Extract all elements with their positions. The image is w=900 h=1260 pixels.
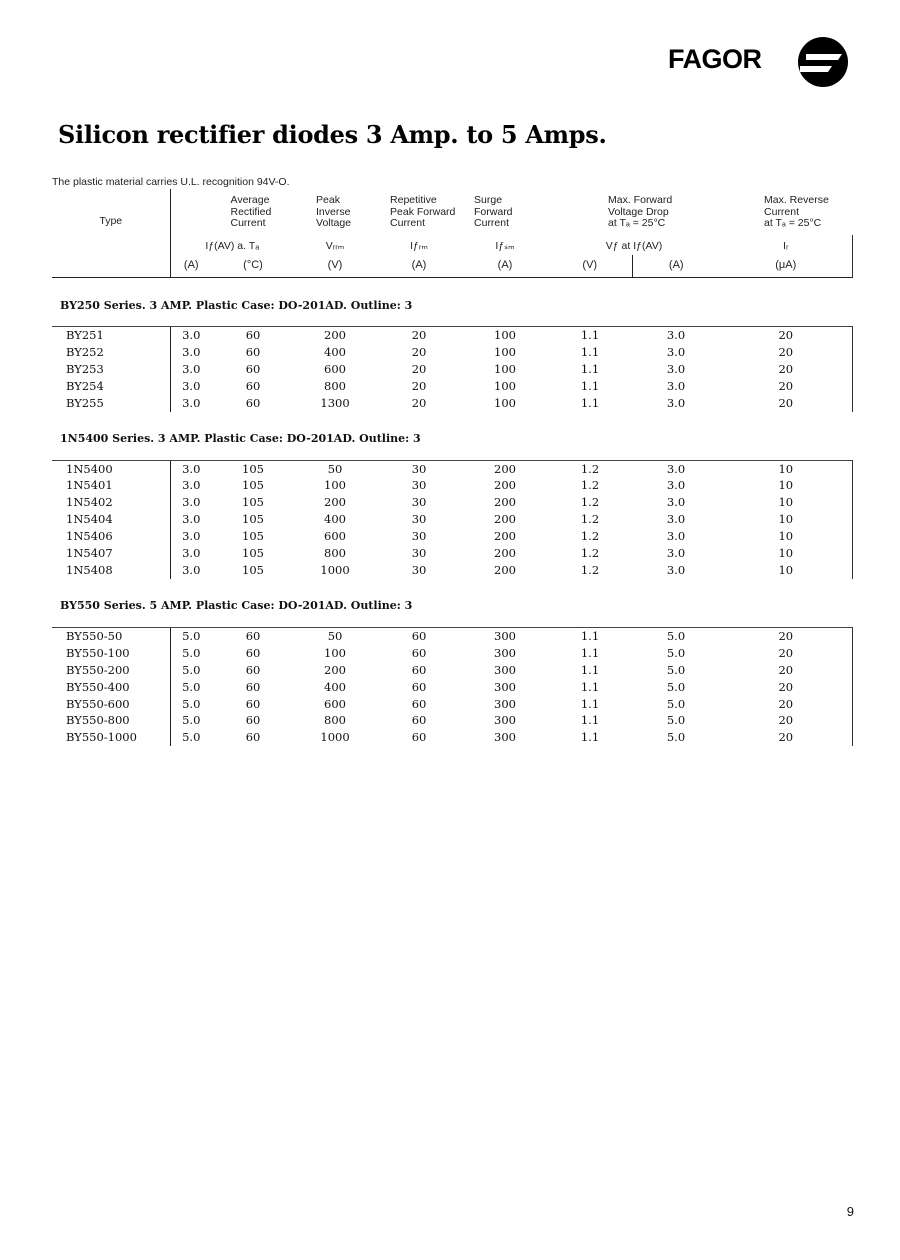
ifrm-symbol: Iƒᵣₘ (410, 240, 428, 252)
cell-ir: 20 (720, 395, 852, 412)
cell-ifrm: 60 (411, 679, 427, 694)
cell-vrrm: 50 (294, 627, 376, 644)
cell-ifsm: 200 (494, 529, 516, 544)
cell-type: BY550-100 (66, 645, 130, 660)
cell-ifsm: 200 (494, 495, 516, 510)
cell-if: 5.0 (666, 645, 686, 660)
cell-vrrm: 600 (324, 696, 346, 711)
cell-if: 5.0 (666, 713, 686, 728)
cell-ta: 60 (245, 713, 261, 728)
cell-ir: 20 (720, 344, 852, 361)
fagor-logo (668, 36, 858, 88)
cell-type: BY550-200 (66, 662, 130, 677)
table-row (52, 361, 852, 378)
cell-vrrm: 50 (294, 460, 376, 477)
cell-io: 3.0 (170, 494, 212, 511)
unit-if: (A) (632, 255, 720, 278)
cell-ifsm: 300 (494, 713, 516, 728)
cell-ir: 20 (720, 729, 852, 746)
cell-ir: 10 (720, 528, 852, 545)
cell-vf: 1.1 (580, 679, 600, 694)
cell-ir: 10 (720, 460, 852, 477)
cell-ta: 105 (242, 529, 264, 544)
cell-vrrm: 600 (324, 529, 346, 544)
cell-io: 3.0 (170, 511, 212, 528)
cell-ifrm: 20 (411, 395, 427, 410)
brand-name: FAGOR (668, 44, 762, 74)
cell-ir: 10 (720, 511, 852, 528)
cell-ir: 20 (720, 712, 852, 729)
cell-vf: 1.1 (580, 395, 600, 410)
cell-ifsm: 200 (494, 562, 516, 577)
cell-vf: 1.1 (580, 730, 600, 745)
cell-vf: 1.1 (580, 645, 600, 660)
cell-type: BY255 (66, 395, 104, 410)
cell-if: 3.0 (632, 460, 720, 477)
cell-ir: 20 (720, 645, 852, 662)
cell-ifsm: 300 (494, 662, 516, 677)
cell-if: 3.0 (666, 361, 686, 376)
cell-type: 1N5407 (66, 546, 113, 561)
cell-io: 3.0 (170, 528, 212, 545)
cell-type: BY251 (52, 327, 170, 344)
vf-symbol: Vƒ at Iƒ(AV) (605, 240, 663, 252)
cell-ta: 60 (245, 378, 261, 393)
cell-ifsm: 300 (494, 679, 516, 694)
cell-vf: 1.1 (580, 378, 600, 393)
section-label: BY250 Series. 3 AMP. Plastic Case: DO-201AD. Outline: 3 (60, 298, 413, 312)
cell-vrrm: 1000 (320, 730, 350, 745)
cell-ifsm: 200 (494, 546, 516, 561)
table-row (52, 696, 852, 713)
ifrm-header: Repetitive Peak Forward Current (390, 194, 456, 229)
type-header: Type (52, 189, 170, 255)
table-row (52, 729, 852, 746)
ul-note: The plastic material carries U.L. recognition 94V-O. (52, 176, 290, 188)
cell-ifrm: 30 (411, 478, 427, 493)
unit-vrrm: (V) (294, 255, 376, 278)
cell-if: 3.0 (666, 378, 686, 393)
cell-ir: 20 (720, 696, 852, 713)
table-row (52, 511, 852, 528)
page-title: Silicon rectifier diodes 3 Amp. to 5 Amps. (58, 120, 607, 149)
vrrm-header: Peak Inverse Voltage (316, 194, 352, 229)
cell-type: 1N5401 (66, 478, 113, 493)
ir-symbol: Iᵣ (720, 235, 852, 255)
section-heading-row (52, 412, 852, 461)
cell-ifrm: 60 (411, 696, 427, 711)
cell-ifrm: 30 (411, 562, 427, 577)
cell-if: 5.0 (666, 679, 686, 694)
table-row (52, 662, 852, 679)
cell-vrrm: 800 (324, 546, 346, 561)
cell-ifsm: 100 (494, 361, 516, 376)
cell-ta: 60 (245, 696, 261, 711)
cell-vrrm: 1000 (320, 562, 350, 577)
cell-ir: 20 (720, 627, 852, 644)
cell-vf: 1.1 (548, 627, 632, 644)
unit-ir: (μA) (720, 255, 852, 278)
cell-ta: 60 (212, 627, 294, 644)
cell-vf: 1.2 (548, 460, 632, 477)
cell-ir: 10 (720, 545, 852, 562)
cell-ifsm: 200 (494, 512, 516, 527)
cell-io: 5.0 (170, 679, 212, 696)
cell-ifsm: 300 (494, 730, 516, 745)
table-row (52, 562, 852, 579)
cell-if: 5.0 (666, 696, 686, 711)
cell-io: 5.0 (170, 662, 212, 679)
cell-ifrm: 20 (411, 378, 427, 393)
table-row (52, 545, 852, 562)
cell-ta: 60 (245, 679, 261, 694)
cell-vrrm: 200 (294, 327, 376, 344)
cell-io: 3.0 (170, 477, 212, 494)
table-row (52, 679, 852, 696)
cell-vf: 1.2 (580, 562, 600, 577)
cell-ta: 60 (245, 395, 261, 410)
table-row (52, 344, 852, 361)
section-label: BY550 Series. 5 AMP. Plastic Case: DO-201AD. Outline: 3 (60, 599, 413, 613)
cell-ta: 60 (245, 344, 261, 359)
cell-type: 1N5408 (66, 562, 113, 577)
cell-ir: 20 (720, 361, 852, 378)
section-heading-row (52, 278, 852, 327)
cell-vrrm: 600 (324, 361, 346, 376)
cell-ir: 20 (720, 662, 852, 679)
cell-vf: 1.2 (580, 495, 600, 510)
fagor-mark-icon (792, 36, 854, 88)
cell-ta: 60 (245, 645, 261, 660)
cell-io: 3.0 (170, 395, 212, 412)
cell-vrrm: 200 (324, 495, 346, 510)
cell-type: 1N5404 (66, 512, 113, 527)
cell-ifsm: 100 (462, 327, 548, 344)
cell-type: BY550-1000 (66, 730, 137, 745)
unit-ifrm: (A) (376, 255, 462, 278)
cell-type: BY252 (66, 344, 104, 359)
cell-vf: 1.1 (580, 361, 600, 376)
cell-ir: 20 (720, 679, 852, 696)
cell-if: 3.0 (666, 395, 686, 410)
vrrm-symbol: Vᵣᵣₘ (325, 240, 345, 252)
cell-vf: 1.2 (580, 512, 600, 527)
cell-if: 3.0 (632, 327, 720, 344)
table-row (52, 494, 852, 511)
cell-ta: 60 (212, 327, 294, 344)
cell-ifrm: 30 (411, 529, 427, 544)
cell-ir: 10 (720, 562, 852, 579)
cell-ifsm: 200 (462, 460, 548, 477)
cell-vrrm: 200 (324, 662, 346, 677)
unit-ta: (°C) (212, 255, 294, 278)
table-row (52, 645, 852, 662)
cell-io: 5.0 (170, 712, 212, 729)
cell-vrrm: 100 (324, 645, 346, 660)
vf-header: Max. Forward Voltage Drop at Tₐ = 25°C (608, 194, 673, 229)
table-row (52, 327, 852, 344)
cell-io: 3.0 (170, 327, 212, 344)
cell-ta: 105 (212, 460, 294, 477)
cell-vf: 1.2 (580, 529, 600, 544)
cell-ifrm: 60 (411, 645, 427, 660)
spec-table-body (52, 278, 852, 747)
unit-vf: (V) (548, 255, 632, 278)
cell-vf: 1.2 (580, 546, 600, 561)
table-row (52, 395, 852, 412)
cell-vrrm: 400 (324, 679, 346, 694)
cell-type: 1N5400 (52, 460, 170, 477)
rectifier-spec-table (52, 189, 853, 746)
cell-if: 3.0 (666, 546, 686, 561)
table-row (52, 627, 852, 644)
cell-ifrm: 60 (411, 662, 427, 677)
cell-type: 1N5406 (66, 529, 113, 544)
cell-type: 1N5402 (66, 495, 113, 510)
cell-ta: 105 (242, 495, 264, 510)
cell-ifrm: 20 (376, 327, 462, 344)
cell-ir: 10 (720, 494, 852, 511)
cell-ifsm: 300 (494, 645, 516, 660)
cell-if: 3.0 (666, 529, 686, 544)
cell-ifsm: 300 (494, 696, 516, 711)
cell-if: 3.0 (666, 344, 686, 359)
cell-ifrm: 60 (411, 730, 427, 745)
cell-ta: 105 (242, 562, 264, 577)
cell-io: 5.0 (170, 729, 212, 746)
cell-vrrm: 800 (324, 713, 346, 728)
cell-ta: 105 (242, 512, 264, 527)
cell-if: 3.0 (666, 562, 686, 577)
cell-ifrm: 60 (376, 627, 462, 644)
cell-ir: 20 (720, 378, 852, 395)
cell-vrrm: 100 (324, 478, 346, 493)
cell-ifrm: 30 (411, 512, 427, 527)
cell-ir: 10 (720, 477, 852, 494)
cell-vf: 1.1 (580, 696, 600, 711)
cell-ta: 60 (245, 662, 261, 677)
cell-ta: 105 (242, 478, 264, 493)
cell-vf: 1.1 (548, 327, 632, 344)
cell-if: 3.0 (666, 512, 686, 527)
ifsm-symbol: Iƒₛₘ (495, 240, 515, 252)
io-header: Average Rectified Current (230, 194, 272, 229)
table-row (52, 528, 852, 545)
cell-vrrm: 400 (324, 512, 346, 527)
cell-io: 5.0 (170, 696, 212, 713)
cell-type: BY550-50 (52, 627, 170, 644)
table-row (52, 460, 852, 477)
cell-ifsm: 100 (494, 344, 516, 359)
cell-vf: 1.2 (580, 478, 600, 493)
cell-io: 3.0 (170, 545, 212, 562)
cell-io: 3.0 (170, 460, 212, 477)
cell-ifrm: 30 (411, 546, 427, 561)
unit-ifsm: (A) (462, 255, 548, 278)
cell-if: 5.0 (666, 662, 686, 677)
cell-ifrm: 20 (411, 361, 427, 376)
cell-vrrm: 800 (324, 378, 346, 393)
cell-vrrm: 400 (324, 344, 346, 359)
unit-io: (A) (170, 255, 212, 278)
cell-io: 3.0 (170, 361, 212, 378)
cell-vf: 1.1 (580, 662, 600, 677)
cell-ta: 105 (242, 546, 264, 561)
cell-io: 3.0 (170, 344, 212, 361)
cell-ifrm: 20 (411, 344, 427, 359)
cell-ta: 60 (245, 361, 261, 376)
cell-ifrm: 60 (411, 713, 427, 728)
cell-type: BY550-400 (66, 679, 130, 694)
cell-ifsm: 100 (494, 395, 516, 410)
section-label: 1N5400 Series. 3 AMP. Plastic Case: DO-201AD. Outline: 3 (60, 432, 421, 446)
cell-if: 5.0 (632, 627, 720, 644)
cell-if: 5.0 (666, 730, 686, 745)
cell-type: BY550-800 (66, 713, 130, 728)
cell-ifsm: 300 (462, 627, 548, 644)
cell-ifsm: 100 (494, 378, 516, 393)
cell-type: BY254 (66, 378, 104, 393)
page-number: 9 (846, 1204, 854, 1219)
cell-if: 3.0 (666, 495, 686, 510)
type-unit (52, 255, 170, 278)
cell-io: 3.0 (170, 378, 212, 395)
table-row (52, 712, 852, 729)
cell-vrrm: 1300 (320, 395, 350, 410)
cell-io: 3.0 (170, 562, 212, 579)
cell-vf: 1.1 (580, 713, 600, 728)
table-row (52, 477, 852, 494)
cell-type: BY550-600 (66, 696, 130, 711)
cell-ir: 20 (720, 327, 852, 344)
table-row (52, 378, 852, 395)
ir-header: Max. Reverse Current at Tₐ = 25°C (764, 194, 829, 229)
io-symbol: Iƒ(AV) a. Tₐ (205, 240, 260, 252)
cell-ta: 60 (245, 730, 261, 745)
cell-ifrm: 30 (411, 495, 427, 510)
ifsm-header: Surge Forward Current (474, 194, 513, 229)
cell-io: 5.0 (170, 645, 212, 662)
cell-ifsm: 200 (494, 478, 516, 493)
cell-vf: 1.1 (580, 344, 600, 359)
cell-io: 5.0 (170, 627, 212, 644)
section-heading-row (52, 579, 852, 628)
cell-if: 3.0 (666, 478, 686, 493)
cell-type: BY253 (66, 361, 104, 376)
cell-ifrm: 30 (376, 460, 462, 477)
